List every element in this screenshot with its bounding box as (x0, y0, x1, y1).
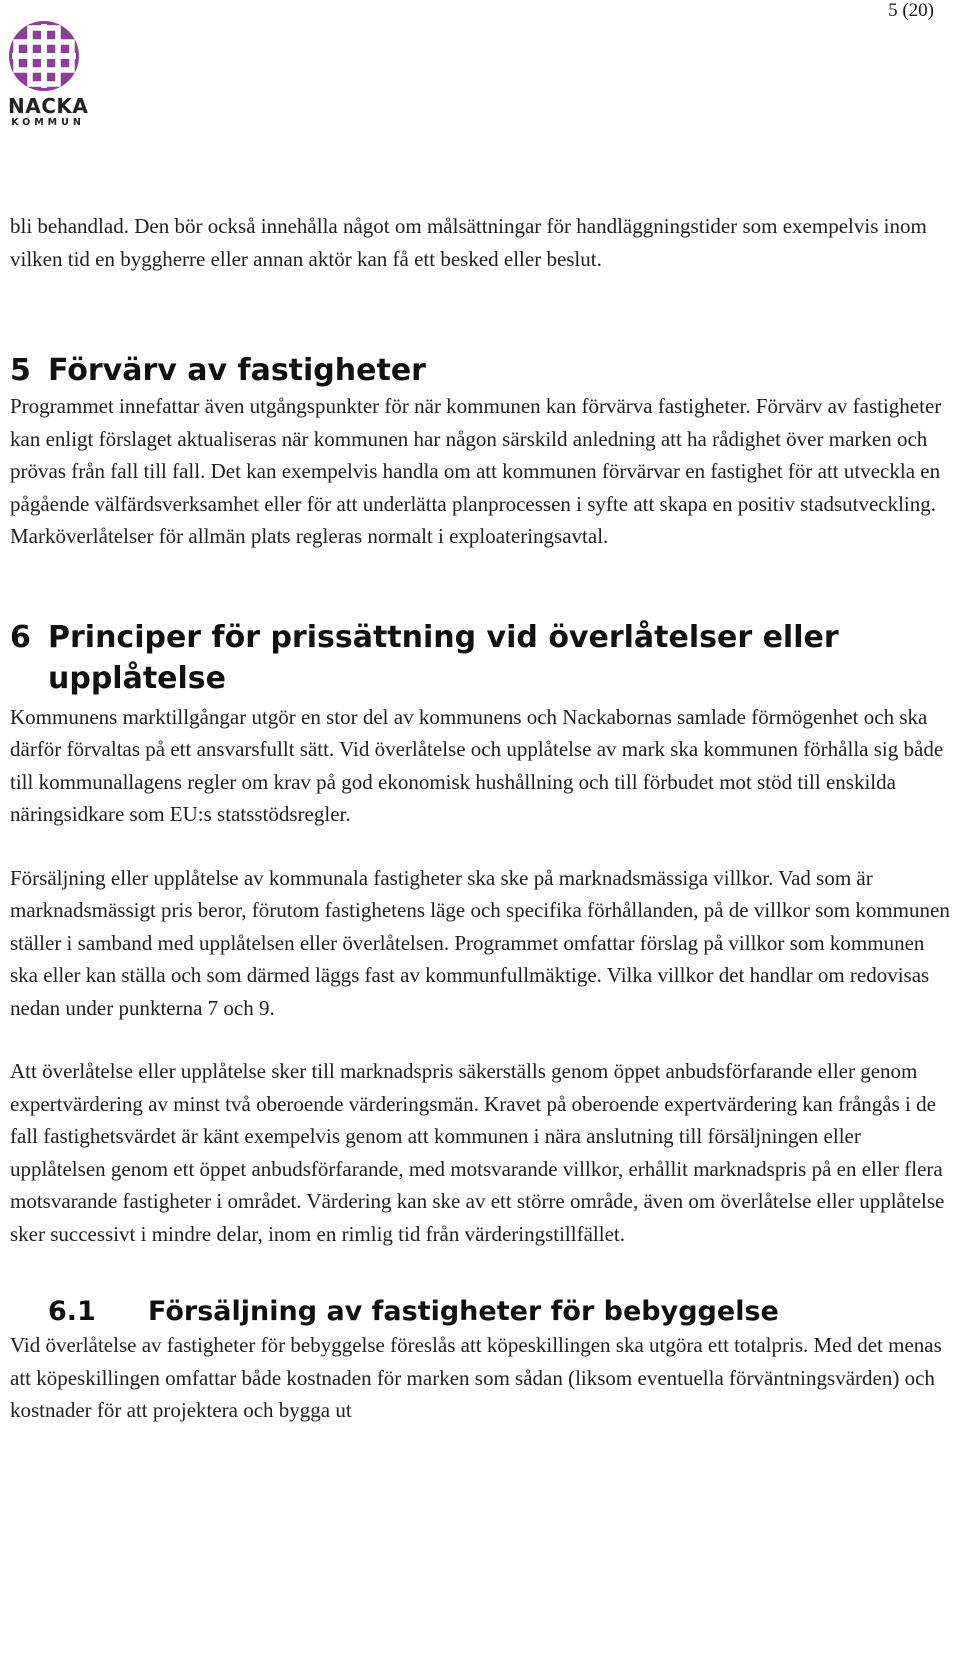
section-5-heading (10, 353, 955, 388)
document-body (10, 210, 955, 1427)
section-6-paragraph-1: Kommunens marktillgångar utgör en stor del av kommunens och Nackabornas samlade förmögenhet och ska därför förvaltas på ett ansvarsfullt sätt. Vid överlåtelse och upplåtelse av mark ska kommunen förhålla sig både till kommunallagens regler om krav på god ekonomisk hushållning och till förbudet mot stöd till enskilda näringsidkare som EU:s statsstödsregler. (10, 704, 944, 826)
logo-name: NACKA (8, 94, 89, 118)
logo-subtitle: KOMMUN (11, 117, 85, 128)
section-5-paragraph: Programmet innefattar även utgångspunkter för när kommunen kan förvärva fastigheter. Förvärv av fastigheter kan enligt förslaget aktualiseras när kommunen har någon särskild anledning att ha rådighet över marken och prövas från fall till fall. Det kan exempelvis handla om att kommunen förvärvar en fastighet för att utveckla en pågående välfärdsverksamhet eller för att underlätta planprocessen i syfte att skapa en positiv stadsutveckling. Marköverlåtelser för allmän plats regleras normalt i exploateringsavtal. (10, 394, 942, 548)
section-6-heading (10, 617, 955, 699)
section-5-title: Förvärv av fastigheter (48, 353, 426, 388)
section-6-number: 6 (10, 619, 31, 655)
section-6-paragraph-3: Att överlåtelse eller upplåtelse sker till marknadspris säkerställs genom öppet anbudsförfarande eller genom expertvärdering av minst två oberoende värderingsmän. Kravet på oberoende expertvärdering kan frångås i de fall fastighetsvärdet är känt exempelvis genom att kommunen i nära anslutning till försäljningen eller upplåtelsen genom ett öppet anbudsförfarande, med motsvarande villkor, erhållit marknadspris på en eller flera motsvarande fastigheter i området. Värdering kan ske av ett större område, även om överlåtelse eller upplåtelse sker successivt i mindre delar, inom en rimlig tid från värderingstillfället. (10, 1059, 945, 1246)
section-6-1-heading (10, 1296, 955, 1327)
section-5-number: 5 (10, 353, 31, 388)
page-number: 5 (20) (888, 0, 934, 21)
section-6-1-number: 6.1 (48, 1296, 96, 1327)
nacka-kommun-logo (8, 20, 88, 128)
section-6-1-paragraph: Vid överlåtelse av fastigheter för bebyggelse föreslås att köpeskillingen ska utgöra ett totalpris. Med det menas att köpeskillingen omfattar både kostnaden för marken som sådan (liksom eventuella förväntningsvärden) och kostnader för att projektera och bygga ut (10, 1333, 942, 1422)
intro-paragraph: bli behandlad. Den bör också innehålla något om målsättningar för handläggningstider som exempelvis inom vilken tid en byggherre eller annan aktör kan få ett besked eller beslut. (10, 214, 927, 271)
section-6-1-title: Försäljning av fastigheter för bebyggelse (148, 1296, 779, 1327)
section-6-title: Principer för prissättning vid överlåtelser eller upplåtelse (48, 619, 839, 696)
nacka-kommun-logo-icon (8, 20, 80, 92)
section-6-paragraph-2: Försäljning eller upplåtelse av kommunala fastigheter ska ske på marknadsmässiga villkor. Vad som är marknadsmässigt pris beror, förutom fastighetens läge och specifika förhållanden, på de villkor som kommunen ställer i samband med upplåtelsen eller överlåtelsen. Programmet omfattar förslag på villkor som kommunen ska eller kan ställa och som därmed läggs fast av kommunfullmäktige. Vilka villkor det handlar om redovisas nedan under punkterna 7 och 9. (10, 865, 950, 1020)
